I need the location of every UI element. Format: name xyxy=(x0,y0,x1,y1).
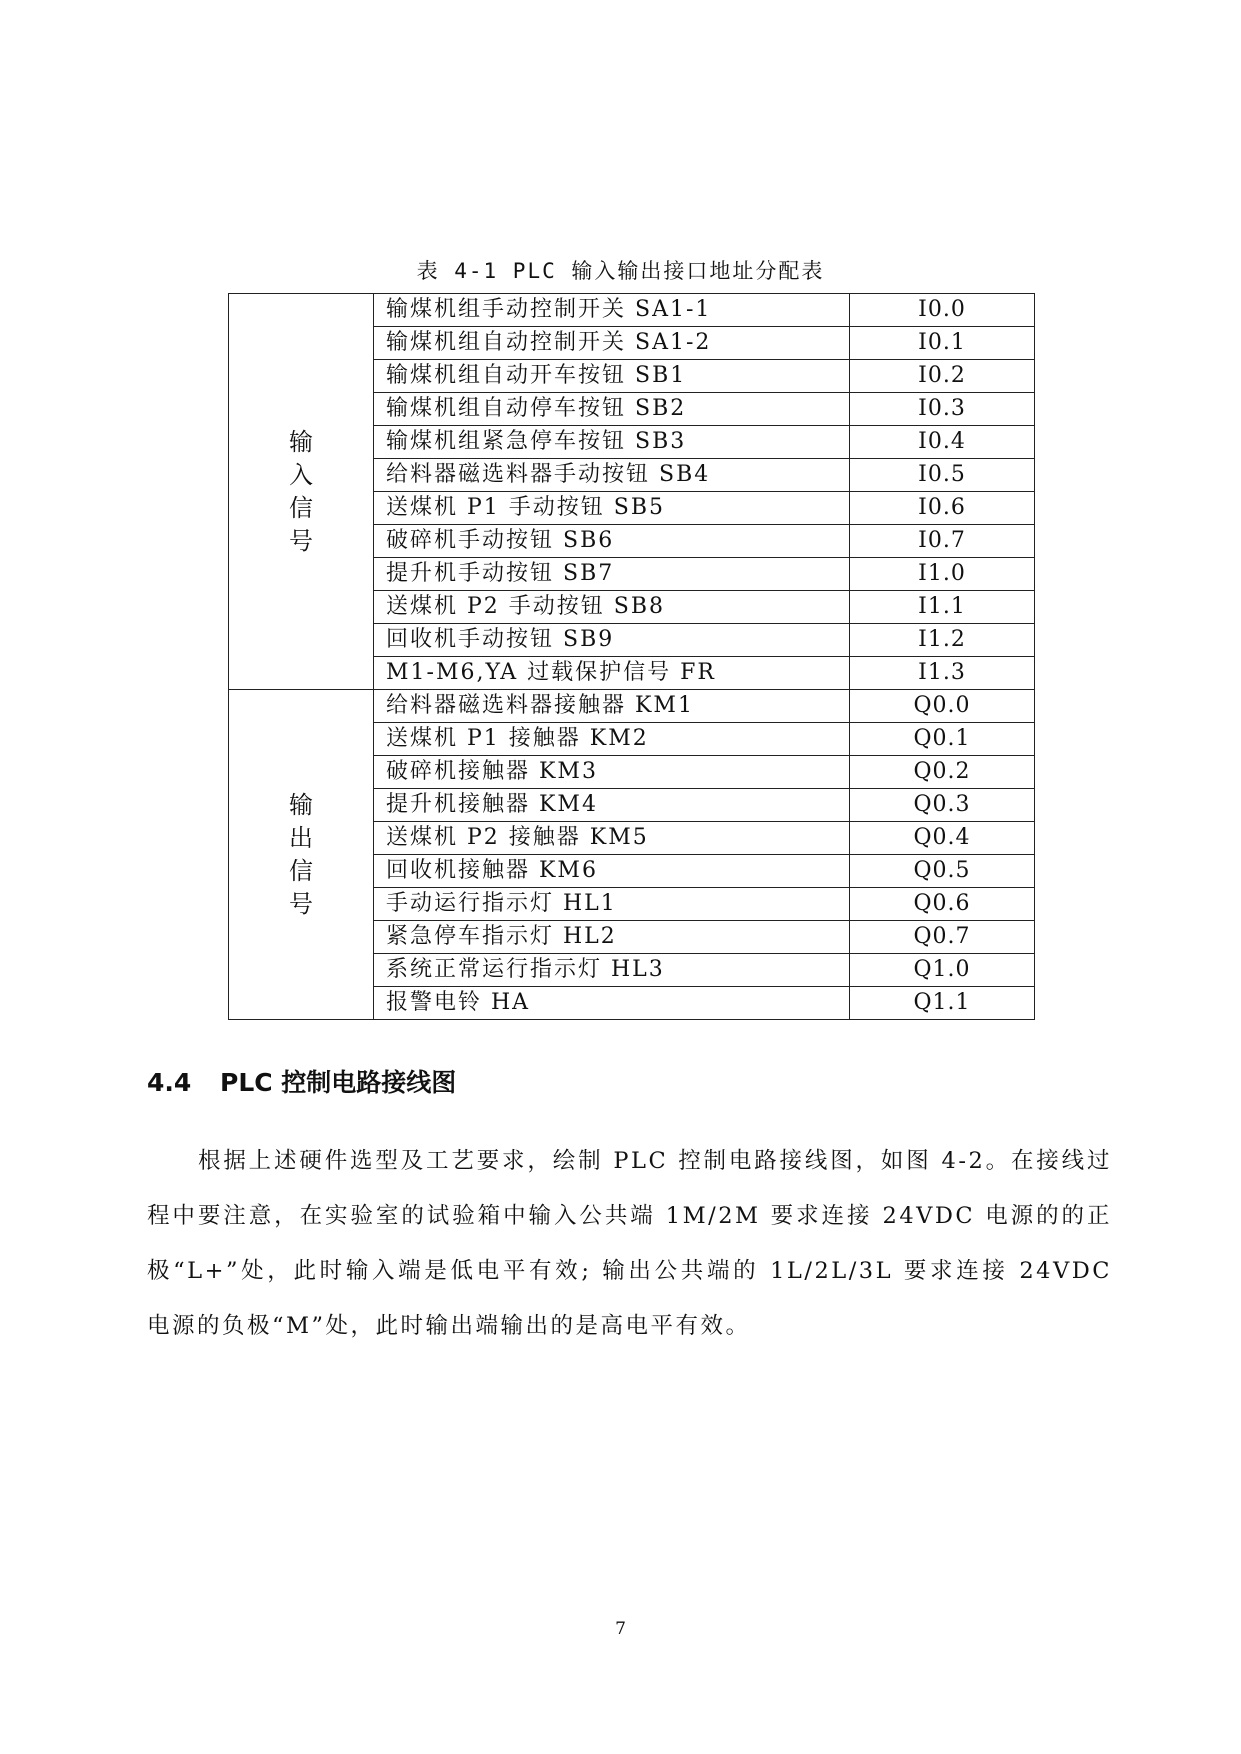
output-address: Q0.4 xyxy=(850,822,1035,855)
page-number: 7 xyxy=(615,1619,626,1639)
input-signal-name: 给料器磁选料器手动按钮 SB4 xyxy=(374,459,850,492)
output-address: Q0.2 xyxy=(850,756,1035,789)
output-address: Q0.1 xyxy=(850,723,1035,756)
body-paragraph: 根据上述硬件选型及工艺要求，绘制 PLC 控制电路接线图，如图 4-2。在接线过程中要注意，在实验室的试验箱中输入公共端 1M/2M 要求连接 24VDC 电源的的正极“L+”处，此时输入端是低电平有效; 输出公共端的 1L/2L/3L 要求连接 24VDC 电源的负极“M”处，此时输出端输出的是高电平有效。 xyxy=(147,1148,1112,1339)
section-title: PLC 控制电路接线图 xyxy=(220,1068,457,1097)
output-address: Q0.6 xyxy=(850,888,1035,921)
input-signal-name: 输煤机组自动控制开关 SA1-2 xyxy=(374,327,850,360)
output-address: Q0.3 xyxy=(850,789,1035,822)
input-address: I0.5 xyxy=(850,459,1035,492)
output-signal-name: 系统正常运行指示灯 HL3 xyxy=(374,954,850,987)
input-address: I0.0 xyxy=(850,294,1035,327)
output-address: Q1.0 xyxy=(850,954,1035,987)
input-signal-name: 破碎机手动按钮 SB6 xyxy=(374,525,850,558)
output-signal-name: 送煤机 P1 接触器 KM2 xyxy=(374,723,850,756)
input-address: I1.2 xyxy=(850,624,1035,657)
input-address: I1.0 xyxy=(850,558,1035,591)
table-row xyxy=(229,690,1035,723)
output-signal-group-label xyxy=(229,690,374,1020)
input-address: I0.7 xyxy=(850,525,1035,558)
input-signal-group-label xyxy=(229,294,374,690)
input-signal-name: 送煤机 P2 手动按钮 SB8 xyxy=(374,591,850,624)
input-signal-name: M1-M6,YA 过载保护信号 FR xyxy=(374,657,850,690)
input-signal-name: 输煤机组紧急停车按钮 SB3 xyxy=(374,426,850,459)
output-group-char: 输 xyxy=(289,790,313,819)
section-heading xyxy=(147,1066,456,1100)
output-signal-name: 提升机接触器 KM4 xyxy=(374,789,850,822)
input-address: I0.2 xyxy=(850,360,1035,393)
output-group-char: 号 xyxy=(289,889,313,918)
section-number: 4.4 xyxy=(147,1068,192,1097)
input-group-char: 号 xyxy=(289,526,313,555)
input-address: I0.6 xyxy=(850,492,1035,525)
output-signal-name: 手动运行指示灯 HL1 xyxy=(374,888,850,921)
io-address-table xyxy=(228,293,1035,1020)
output-address: Q0.0 xyxy=(850,690,1035,723)
input-group-char: 输 xyxy=(289,427,313,456)
input-address: I0.1 xyxy=(850,327,1035,360)
output-address: Q0.7 xyxy=(850,921,1035,954)
output-signal-name: 紧急停车指示灯 HL2 xyxy=(374,921,850,954)
output-signal-name: 回收机接触器 KM6 xyxy=(374,855,850,888)
input-signal-name: 输煤机组手动控制开关 SA1-1 xyxy=(374,294,850,327)
input-address: I0.4 xyxy=(850,426,1035,459)
output-address: Q1.1 xyxy=(850,987,1035,1020)
input-signal-name: 回收机手动按钮 SB9 xyxy=(374,624,850,657)
input-address: I1.3 xyxy=(850,657,1035,690)
io-table-body xyxy=(229,294,1035,1020)
output-group-char: 出 xyxy=(289,823,313,852)
output-signal-name: 报警电铃 HA xyxy=(374,987,850,1020)
output-signal-name: 给料器磁选料器接触器 KM1 xyxy=(374,690,850,723)
output-signal-name: 送煤机 P2 接触器 KM5 xyxy=(374,822,850,855)
input-signal-name: 送煤机 P1 手动按钮 SB5 xyxy=(374,492,850,525)
input-group-char: 信 xyxy=(289,493,313,522)
output-group-char: 信 xyxy=(289,856,313,885)
input-address: I1.1 xyxy=(850,591,1035,624)
input-signal-name: 提升机手动按钮 SB7 xyxy=(374,558,850,591)
output-address: Q0.5 xyxy=(850,855,1035,888)
input-group-char: 入 xyxy=(289,460,313,489)
table-row xyxy=(229,294,1035,327)
input-signal-name: 输煤机组自动开车按钮 SB1 xyxy=(374,360,850,393)
output-signal-name: 破碎机接触器 KM3 xyxy=(374,756,850,789)
table-caption: 表 4-1 PLC 输入输出接口地址分配表 xyxy=(416,259,825,283)
input-signal-name: 输煤机组自动停车按钮 SB2 xyxy=(374,393,850,426)
input-address: I0.3 xyxy=(850,393,1035,426)
